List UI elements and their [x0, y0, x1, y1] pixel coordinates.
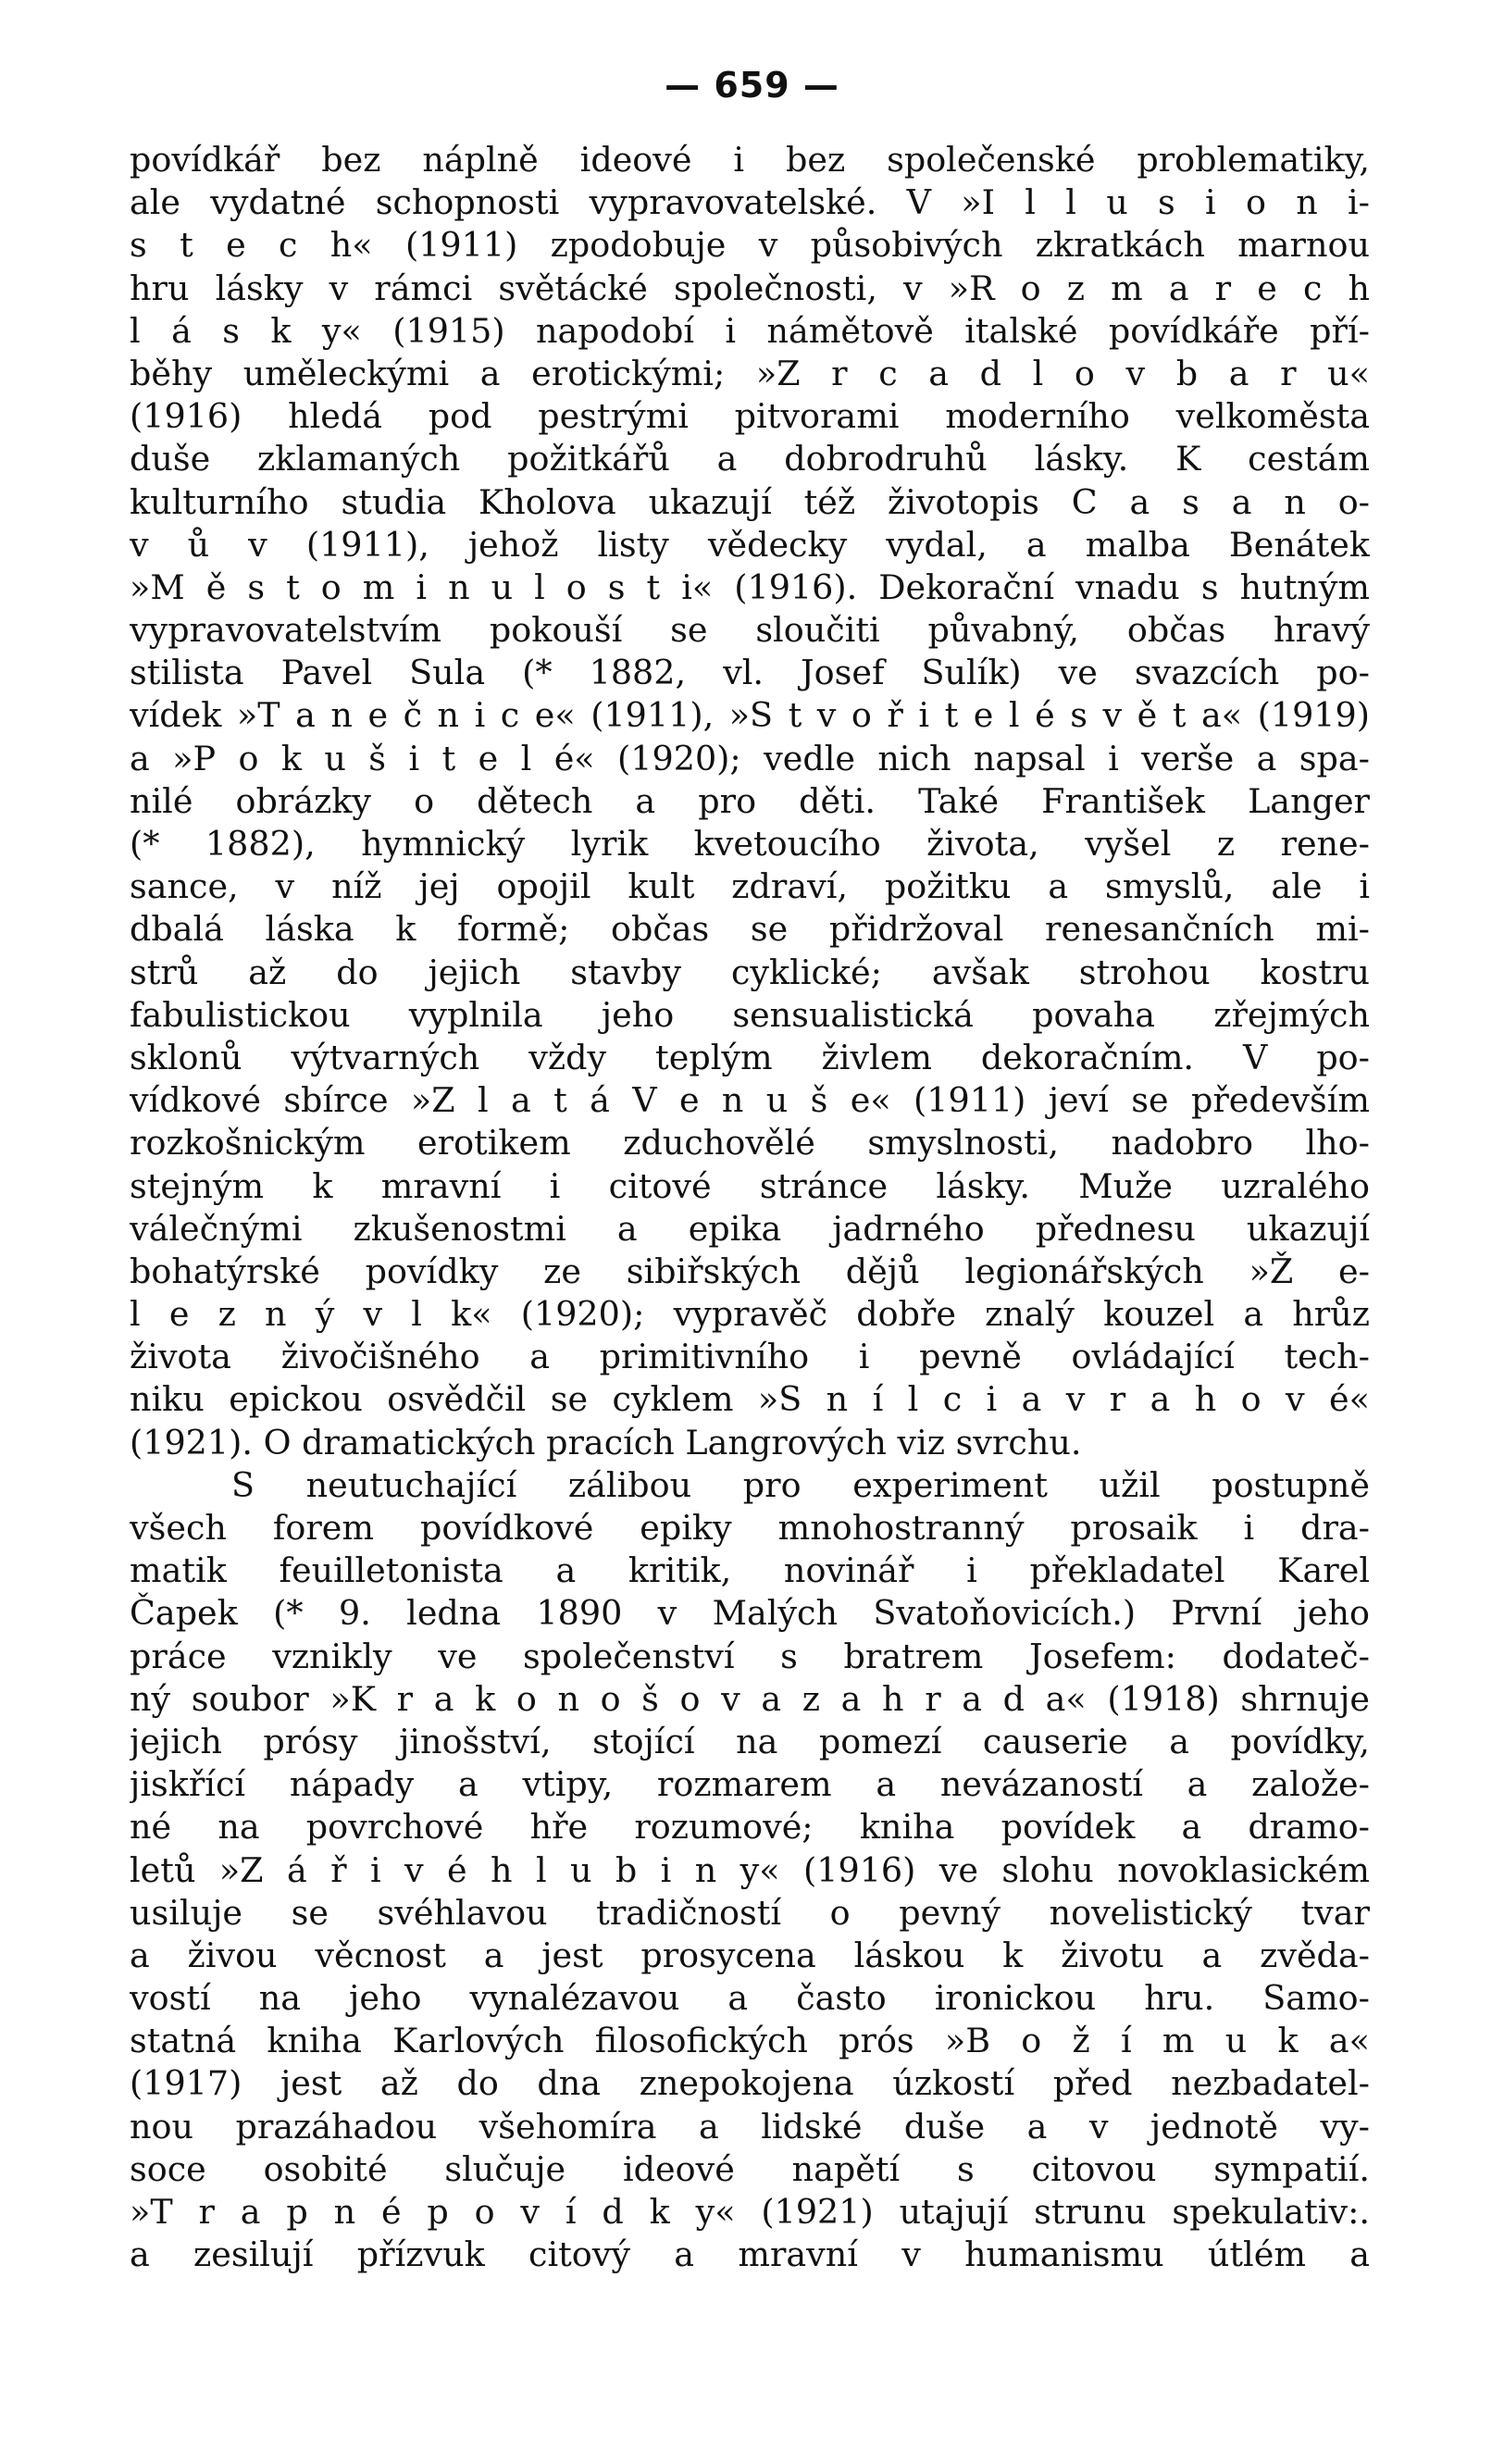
text-line: sance, v níž jej opojil kult zdraví, požitku a smyslů, ale i — [130, 866, 1370, 907]
text-line: fabulistickou vyplnila jeho sensualistická povaha zřejmých — [130, 994, 1370, 1035]
text-line: (* 1882), hymnický lyrik kvetoucího života, vyšel z rene- — [130, 824, 1370, 864]
text-line: Čapek (* 9. ledna 1890 v Malých Svatoňovicích.) První jeho — [130, 1593, 1370, 1634]
text-line: ale vydatné schopnosti vypravovatelské. V »I l l u s i o n i- — [130, 182, 1370, 223]
text-line: v ů v (1911), jehož listy vědecky vydal, a malba Benátek — [130, 524, 1370, 565]
text-line: dbalá láska k formě; občas se přidržoval renesančních mi- — [130, 909, 1370, 950]
page-number: — 659 — — [665, 65, 839, 106]
text-line: s t e c h« (1911) zpodobuje v působivých zkratkách marnou — [130, 225, 1370, 266]
text-line: duše zklamaných požitkářů a dobrodruhů lásky. K cestám — [130, 439, 1370, 479]
text-line: statná kniha Karlových filosofických prós »B o ž í m u k a« — [130, 2021, 1370, 2061]
text-line: a živou věcnost a jest prosycena láskou k životu a zvěda- — [130, 1935, 1370, 1975]
text-line: niku epickou osvědčil se cyklem »S n í l c i a v r a h o v é« — [130, 1379, 1370, 1420]
text-line: válečnými zkušenostmi a epika jadrného přednesu ukazují — [130, 1208, 1370, 1249]
text-line: sklonů výtvarných vždy teplým živlem dekoračním. V po- — [130, 1037, 1370, 1077]
text-line: »M ě s t o m i n u l o s t i« (1916). Dekorační vnadu s hutným — [130, 566, 1370, 607]
text-line: l e z n ý v l k« (1920); vypravěč dobře znalý kouzel a hrůz — [130, 1294, 1370, 1335]
text-line: všech forem povídkové epiky mnohostranný prosaik i dra- — [130, 1508, 1370, 1548]
text-line: strů až do jejich stavby cyklické; avšak strohou kostru — [130, 952, 1370, 992]
text-line: práce vznikly ve společenství s bratrem Josefem: dodateč- — [130, 1636, 1370, 1676]
text-line: vídkové sbírce »Z l a t á V e n u š e« (1911) jeví se především — [130, 1080, 1370, 1121]
text-line: běhy uměleckými a erotickými; »Z r c a d l o v b a r u« — [130, 353, 1370, 393]
text-line: vostí na jeho vynalézavou a často ironickou hru. Samo- — [130, 1978, 1370, 2019]
text-line: povídkář bez náplně ideové i bez společenské problematiky, — [130, 140, 1370, 180]
text-line: letů »Z á ř i v é h l u b i n y« (1916) ve slohu novoklasickém — [130, 1849, 1370, 1890]
text-line: (1917) jest až do dna znepokojena úzkostí před nezbadatel- — [130, 2063, 1370, 2104]
text-line: né na povrchové hře rozumové; kniha povídek a dramo- — [130, 1807, 1370, 1848]
text-line: usiluje se svéhlavou tradičností o pevný novelistický tvar — [130, 1892, 1370, 1933]
text-line: l á s k y« (1915) napodobí i námětově italské povídkáře pří- — [130, 310, 1370, 351]
text-line: »T r a p n é p o v í d k y« (1921) utajují strunu spekulativ:. — [130, 2192, 1370, 2232]
text-line: jejich prósy jinošství, stojící na pomezí causerie a povídky, — [130, 1721, 1370, 1761]
text-line: hru lásky v rámci světácké společnosti, v »R o z m a r e c h — [130, 268, 1370, 308]
text-line: kulturního studia Kholova ukazují též životopis C a s a n o- — [130, 481, 1370, 522]
text-line: ný soubor »K r a k o n o š o v a z a h r a d a« (1918) shrnuje — [130, 1678, 1370, 1719]
body-text — [130, 139, 1370, 2276]
text-line: jiskřící nápady a vtipy, rozmarem a nevázaností a založe- — [130, 1764, 1370, 1805]
text-line: stejným k mravní i citové stránce lásky. Muže uzralého — [130, 1165, 1370, 1206]
text-line: života živočišného a primitivního i pevně ovládající tech- — [130, 1337, 1370, 1377]
text-line: rozkošnickým erotikem zduchovělé smyslnosti, nadobro lho- — [130, 1123, 1370, 1164]
text-line: nou prazáhadou všehomíra a lidské duše a v jednotě vy- — [130, 2106, 1370, 2147]
text-line: soce osobité slučuje ideové napětí s citovou sympatií. — [130, 2148, 1370, 2189]
text-line: vídek »T a n e č n i c e« (1911), »S t v o ř i t e l é s v ě t a« (1919) — [130, 695, 1370, 736]
text-line: a zesilují přízvuk citový a mravní v humanismu útlém a — [130, 2234, 1370, 2275]
text-line: S neutuchající zálibou pro experiment užil postupně — [231, 1464, 1370, 1505]
text-line: matik feuilletonista a kritik, novinář i překladatel Karel — [130, 1550, 1370, 1591]
text-line: stilista Pavel Sula (* 1882, vl. Josef Sulík) ve svazcích po- — [130, 653, 1370, 693]
text-line: (1916) hledá pod pestrými pitvorami moderního velkoměsta — [130, 396, 1370, 437]
text-line: a »P o k u š i t e l é« (1920); vedle nich napsal i verše a spa- — [130, 738, 1370, 778]
text-line: bohatýrské povídky ze sibiřských dějů legionářských »Ž e- — [130, 1251, 1370, 1291]
text-line: nilé obrázky o dětech a pro děti. Také František Langer — [130, 780, 1370, 821]
text-line: (1921). O dramatických pracích Langrových viz svrchu. — [130, 1422, 1082, 1462]
text-line: vypravovatelstvím pokouší se sloučiti půvabný, občas hravý — [130, 610, 1370, 651]
